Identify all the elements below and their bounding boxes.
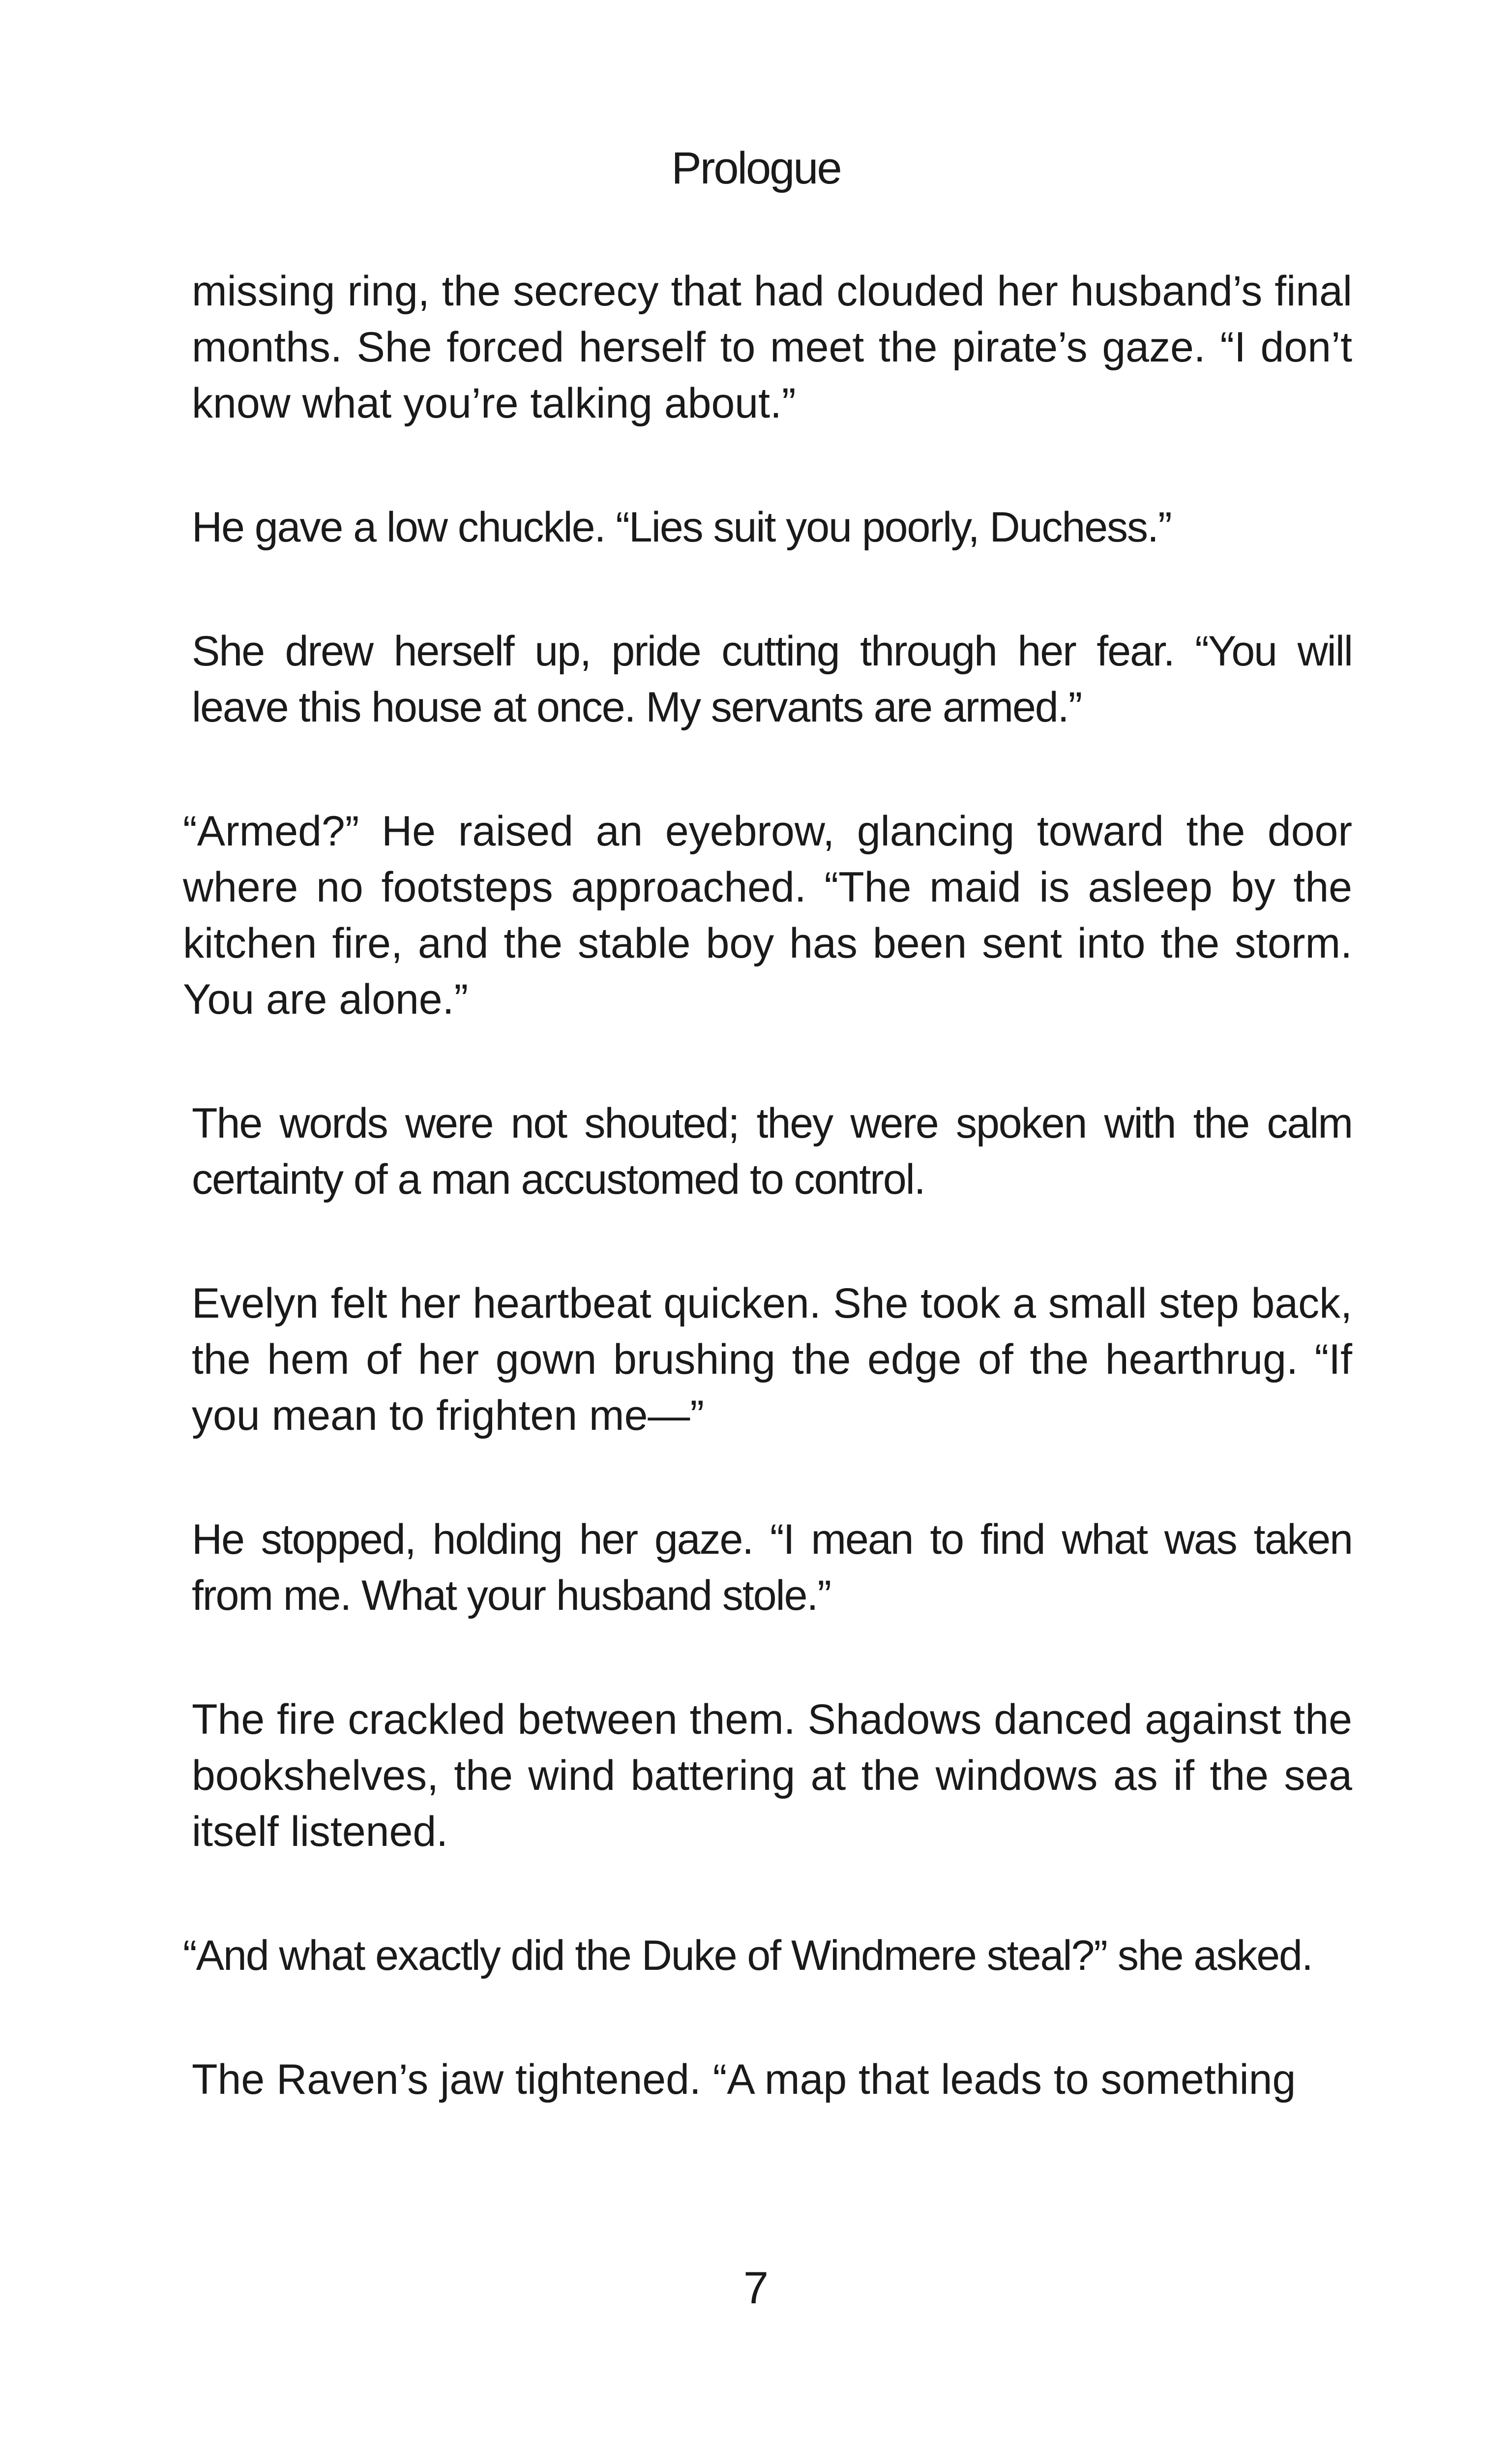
paragraph: He gave a low chuckle. “Lies suit you poorly, Duchess.” — [192, 504, 1171, 551]
page-number: 7 — [743, 2263, 769, 2313]
running-title: Prologue — [671, 143, 841, 193]
paragraph: Evelyn felt her heartbeat quicken. She took a small step back, the hem of her gown brushing the edge of the hearthrug. “If you mean to frighten me—” — [192, 1280, 1352, 1439]
paragraph: He stopped, holding her gaze. “I mean to find what was taken from me. What your husband stole.” — [192, 1516, 1352, 1619]
paragraph: The fire crackled between them. Shadows danced against the bookshelves, the wind battering at the windows as if the sea itself listened. — [192, 1696, 1352, 1855]
paragraph: missing ring, the secrecy that had clouded her husband’s final months. She forced herself to meet the pirate’s gaze. “I don’t know what you’re talking about.” — [192, 268, 1352, 427]
paragraph: The words were not shouted; they were spoken with the calm certainty of a man accustomed to control. — [192, 1100, 1352, 1203]
paragraph: “Armed?” He raised an eyebrow, glancing toward the door where no footsteps approached. “The maid is asleep by the kitchen fire, and the stable boy has been sent into the storm. You are alone.” — [183, 808, 1352, 1023]
paragraph: She drew herself up, pride cutting through her fear. “You will leave this house at once. My servants are armed.” — [192, 628, 1352, 731]
paragraph: “And what exactly did the Duke of Windmere steal?” she asked. — [183, 1932, 1312, 1979]
body-text — [183, 263, 1352, 2175]
paragraph: The Raven’s jaw tightened. “A map that leads to something — [192, 2056, 1296, 2103]
